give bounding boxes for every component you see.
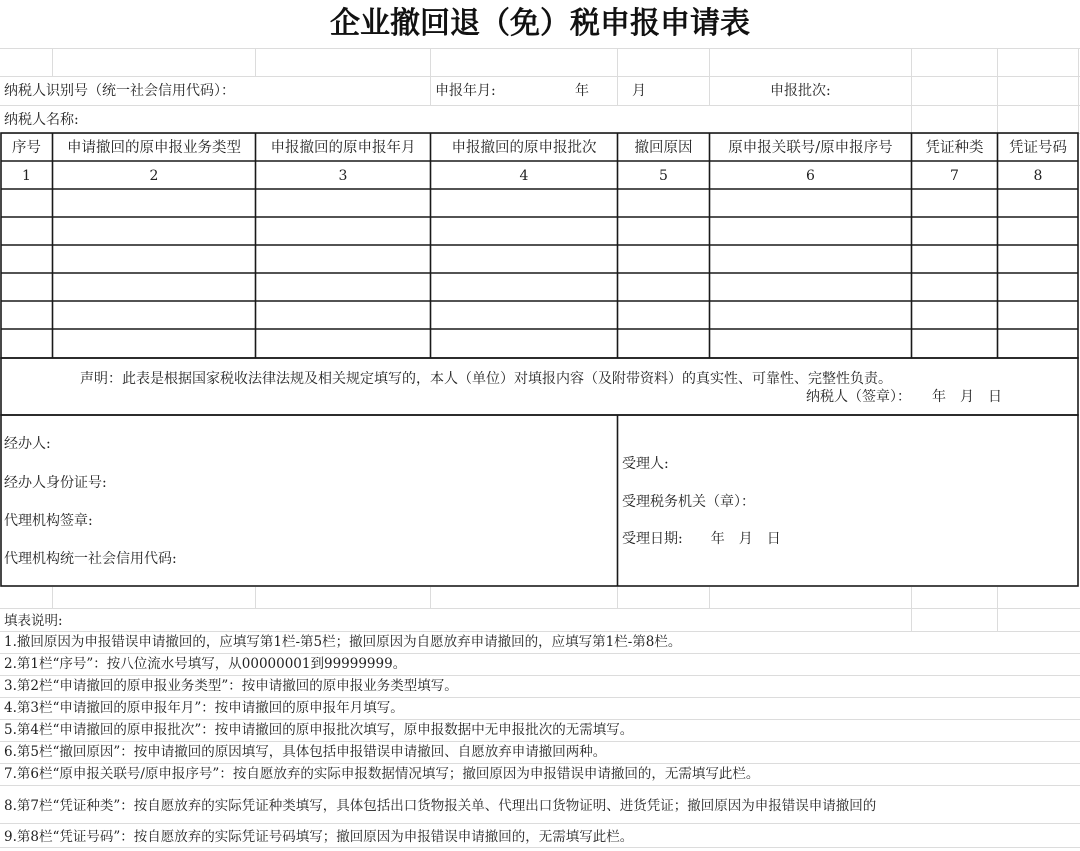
table-cell[interactable] <box>710 190 911 216</box>
table-cell[interactable] <box>912 330 997 356</box>
note-item: 6.第5栏“撤回原因”：按申请撤回的原因填写，具体包括申报错误申请撤回、自愿放弃申请撤回两种。 <box>4 744 607 760</box>
table-cell[interactable] <box>618 218 709 244</box>
column-number: 6 <box>806 168 815 184</box>
table-cell[interactable] <box>998 190 1078 216</box>
table-cell[interactable] <box>618 302 709 328</box>
table-cell[interactable] <box>256 302 430 328</box>
table-cell[interactable] <box>256 246 430 272</box>
declaration-text: 声明：此表是根据国家税收法律法规及相关规定填写的，本人（单位）对填报内容（及附带资料）的真实性、可靠性、完整性负责。 <box>80 371 892 387</box>
table-cell[interactable] <box>53 246 255 272</box>
note-item: 4.第3栏“申请撤回的原申报年月”：按申请撤回的原申报年月填写。 <box>4 700 404 716</box>
table-cell[interactable] <box>53 302 255 328</box>
table-cell[interactable] <box>53 190 255 216</box>
table-cell[interactable] <box>1 330 52 356</box>
column-number: 7 <box>950 168 959 184</box>
table-cell[interactable] <box>710 330 911 356</box>
table-cell[interactable] <box>256 274 430 300</box>
table-cell[interactable] <box>1 274 52 300</box>
table-cell[interactable] <box>53 330 255 356</box>
table-cell[interactable] <box>998 302 1078 328</box>
table-cell[interactable] <box>710 302 911 328</box>
note-item: 8.第7栏“凭证种类”：按自愿放弃的实际凭证种类填写，具体包括出口货物报关单、代理出口货物证明、进货凭证；撤回原因为申报错误申请撤回的 <box>4 798 877 814</box>
table-cell[interactable] <box>1 246 52 272</box>
table-cell[interactable] <box>1 302 52 328</box>
table-cell[interactable] <box>431 246 617 272</box>
notes-heading: 填表说明: <box>4 613 63 629</box>
table-cell[interactable] <box>912 302 997 328</box>
table-cell[interactable] <box>912 218 997 244</box>
column-number: 1 <box>22 168 31 184</box>
table-cell[interactable] <box>431 190 617 216</box>
table-cell[interactable] <box>912 274 997 300</box>
column-header-seq: 序号 <box>12 140 41 156</box>
table-cell[interactable] <box>1 218 52 244</box>
column-header-period: 申报撤回的原申报年月 <box>270 140 416 156</box>
table-cell[interactable] <box>618 246 709 272</box>
note-item: 1.撤回原因为申报错误申请撤回的，应填写第1栏-第5栏；撤回原因为自愿放弃申请撤回的，应填写第1栏-第8栏。 <box>4 634 682 650</box>
handler-label: 经办人: <box>4 436 51 452</box>
table-cell[interactable] <box>912 190 997 216</box>
note-item: 5.第4栏“申请撤回的原申报批次”：按申请撤回的原申报批次填写，原申报数据中无申报批次的无需填写。 <box>4 722 634 738</box>
batch-label: 申报批次: <box>770 83 831 99</box>
column-number: 3 <box>338 168 348 184</box>
table-cell[interactable] <box>998 330 1078 356</box>
column-header-batch: 申报撤回的原申报批次 <box>451 140 597 156</box>
table-cell[interactable] <box>53 218 255 244</box>
table-cell[interactable] <box>431 274 617 300</box>
period-year-label: 年 <box>575 83 589 99</box>
period-month-label: 月 <box>632 83 646 99</box>
column-header-voucher-type: 凭证种类 <box>925 140 984 156</box>
table-cell[interactable] <box>431 302 617 328</box>
table-cell[interactable] <box>912 246 997 272</box>
table-cell[interactable] <box>256 330 430 356</box>
agency-code-label: 代理机构统一社会信用代码: <box>4 551 177 567</box>
table-cell[interactable] <box>618 190 709 216</box>
table-cell[interactable] <box>998 274 1078 300</box>
table-cell[interactable] <box>431 218 617 244</box>
table-cell[interactable] <box>618 274 709 300</box>
column-number: 5 <box>659 168 668 184</box>
note-item: 7.第6栏“原申报关联号/原申报序号”：按自愿放弃的实际申报数据情况填写；撤回原因为申报错误申请撤回的，无需填写此栏。 <box>4 766 760 782</box>
column-number: 8 <box>1033 168 1043 184</box>
tax-office-seal-label: 受理税务机关（章）： <box>622 494 755 510</box>
handler-id-label: 经办人身份证号: <box>4 475 107 491</box>
column-number: 4 <box>519 168 529 184</box>
table-cell[interactable] <box>256 190 430 216</box>
period-label: 申报年月: <box>435 83 496 99</box>
table-cell[interactable] <box>998 218 1078 244</box>
table-cell[interactable] <box>710 246 911 272</box>
column-number: 2 <box>149 168 159 184</box>
column-header-voucher-number: 凭证号码 <box>1009 140 1067 156</box>
column-header-reason: 撤回原因 <box>634 140 693 156</box>
table-cell[interactable] <box>710 218 911 244</box>
table-cell[interactable] <box>53 274 255 300</box>
taxpayer-id-label: 纳税人识别号（统一社会信用代码）： <box>4 83 235 99</box>
column-header-business-type: 申请撤回的原申报业务类型 <box>67 140 241 156</box>
receiver-label: 受理人: <box>622 456 669 472</box>
agency-seal-label: 代理机构签章: <box>4 513 93 529</box>
table-cell[interactable] <box>1 190 52 216</box>
taxpayer-name-label: 纳税人名称: <box>4 112 79 128</box>
form-title: 企业撤回退（免）税申报申请表 <box>330 6 750 41</box>
table-cell[interactable] <box>431 330 617 356</box>
note-item: 3.第2栏“申请撤回的原申报业务类型”：按申请撤回的原申报业务类型填写。 <box>4 678 458 694</box>
note-item: 2.第1栏“序号”：按八位流水号填写，从00000001到99999999。 <box>4 656 407 672</box>
acceptance-date-label: 受理日期: 年 月 日 <box>622 531 781 547</box>
table-cell[interactable] <box>710 274 911 300</box>
note-item: 9.第8栏“凭证号码”：按自愿放弃的实际凭证号码填写；撤回原因为申报错误申请撤回的，无需填写此栏。 <box>4 829 634 845</box>
column-header-original-ref: 原申报关联号/原申报序号 <box>728 140 893 156</box>
table-cell[interactable] <box>998 246 1078 272</box>
table-cell[interactable] <box>256 218 430 244</box>
taxpayer-signature-line: 纳税人（签章）： 年 月 日 <box>806 389 1002 405</box>
table-cell[interactable] <box>618 330 709 356</box>
